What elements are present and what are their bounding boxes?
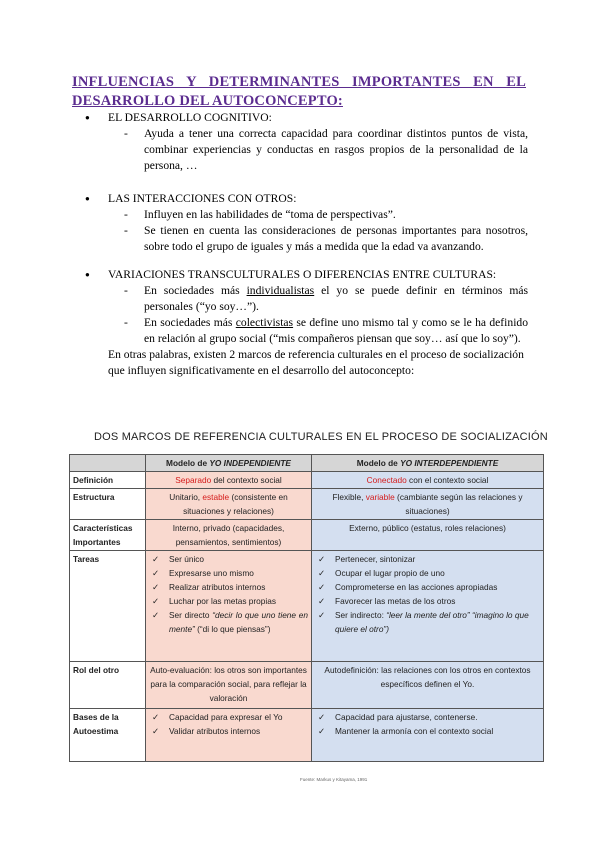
cell-independent: Separado del contexto social xyxy=(146,472,312,489)
table-row xyxy=(70,662,544,709)
section-heading: ● VARIACIONES TRANSCULTURALES O DIFERENCIAS ENTRE CULTURAS: xyxy=(72,267,528,283)
header-independent: Modelo de YO INDEPENDIENTE xyxy=(146,455,312,472)
list-item: - Se tienen en cuenta las consideraciones de personas importantes para nosotros, sobre todo el grupo de iguales y más a medida que la edad va avanzando. xyxy=(72,223,528,255)
row-label: Definición xyxy=(70,472,146,489)
cell-interdependent: Autodefinición: las relaciones con los otros en contextos específicos definen el Yo. xyxy=(312,662,544,709)
table-row xyxy=(70,472,544,489)
section-interactions xyxy=(72,191,528,255)
check-item: ✓ Ser directo “decir lo que uno tiene en mente” (“di lo que piensas”) xyxy=(149,608,308,636)
row-label: Bases de la Autoestima xyxy=(70,709,146,762)
cell-interdependent xyxy=(312,709,544,762)
table-row xyxy=(70,520,544,551)
row-label: Estructura xyxy=(70,489,146,520)
row-label: Rol del otro xyxy=(70,662,146,709)
check-item: ✓ Ser indirecto: “leer la mente del otro” “imagino lo que quiere el otro”) xyxy=(315,608,540,636)
check-item: ✓ Capacidad para expresar el Yo xyxy=(149,710,308,724)
check-item: ✓ Capacidad para ajustarse, contenerse. xyxy=(315,710,540,724)
table-row xyxy=(70,709,544,762)
check-item: ✓ Ocupar el lugar propio de uno xyxy=(315,566,540,580)
check-item: ✓ Validar atributos internos xyxy=(149,724,308,738)
check-item: ✓ Ser único xyxy=(149,552,308,566)
check-item: ✓ Mantener la armonía con el contexto social xyxy=(315,724,540,738)
header-empty xyxy=(70,455,146,472)
section-cultural xyxy=(72,267,528,379)
section-heading: ● EL DESARROLLO COGNITIVO: xyxy=(72,110,528,126)
cell-interdependent xyxy=(312,551,544,662)
row-label: Características Importantes xyxy=(70,520,146,551)
list-item: - Influyen en las habilidades de “toma de perspectivas”. xyxy=(72,207,528,223)
cell-independent xyxy=(146,709,312,762)
check-item: ✓ Favorecer las metas de los otros xyxy=(315,594,540,608)
table-title: DOS MARCOS DE REFERENCIA CULTURALES EN EL PROCESO DE SOCIALIZACIÓN xyxy=(94,431,548,443)
section-cognitive xyxy=(72,110,528,174)
cell-independent: Interno, privado (capacidades, pensamientos, sentimientos) xyxy=(146,520,312,551)
cell-independent: Unitario, estable (consistente en situaciones y relaciones) xyxy=(146,489,312,520)
cell-interdependent: Conectado con el contexto social xyxy=(312,472,544,489)
comparison-table xyxy=(69,454,544,762)
cell-independent: Auto-evaluación: los otros son importantes para la comparación social, para reflejar la valoración xyxy=(146,662,312,709)
page-title: INFLUENCIAS Y DETERMINANTES IMPORTANTES EN EL DESARROLLO DEL AUTOCONCEPTO: xyxy=(72,74,526,109)
check-item: ✓ Expresarse uno mismo xyxy=(149,566,308,580)
header-interdependent: Modelo de YO INTERDEPENDIENTE xyxy=(312,455,544,472)
row-label: Tareas xyxy=(70,551,146,662)
check-item: ✓ Comprometerse en las acciones apropiadas xyxy=(315,580,540,594)
section-heading: ● LAS INTERACCIONES CON OTROS: xyxy=(72,191,528,207)
table-row xyxy=(70,551,544,662)
table-header-row xyxy=(70,455,544,472)
list-item: - En sociedades más individualistas el yo se puede definir en términos más personales (“yo soy…”). xyxy=(72,283,528,315)
cell-interdependent: Externo, público (estatus, roles relaciones) xyxy=(312,520,544,551)
check-item: ✓ Realizar atributos internos xyxy=(149,580,308,594)
check-item: ✓ Luchar por las metas propias xyxy=(149,594,308,608)
list-item: - Ayuda a tener una correcta capacidad para coordinar distintos puntos de vista, combinar experiencias y conductas en rasgos propios de la personalidad de la persona, … xyxy=(72,126,528,174)
cell-independent xyxy=(146,551,312,662)
closing-paragraph: En otras palabras, existen 2 marcos de referencia culturales en el proceso de socialización que influyen significativamente en el desarrollo del autoconcepto: xyxy=(108,348,524,377)
list-item: - En sociedades más colectivistas se define uno mismo tal y como se le ha definido en relación al grupo social (“mis compañeros piensan que soy… así que lo soy”). xyxy=(72,315,528,347)
table-row xyxy=(70,489,544,520)
cell-interdependent: Flexible, variable (cambiante según las relaciones y situaciones) xyxy=(312,489,544,520)
check-item: ✓ Pertenecer, sintonizar xyxy=(315,552,540,566)
table-source: Fuente: Markus y Kitayama, 1991 xyxy=(300,777,368,782)
